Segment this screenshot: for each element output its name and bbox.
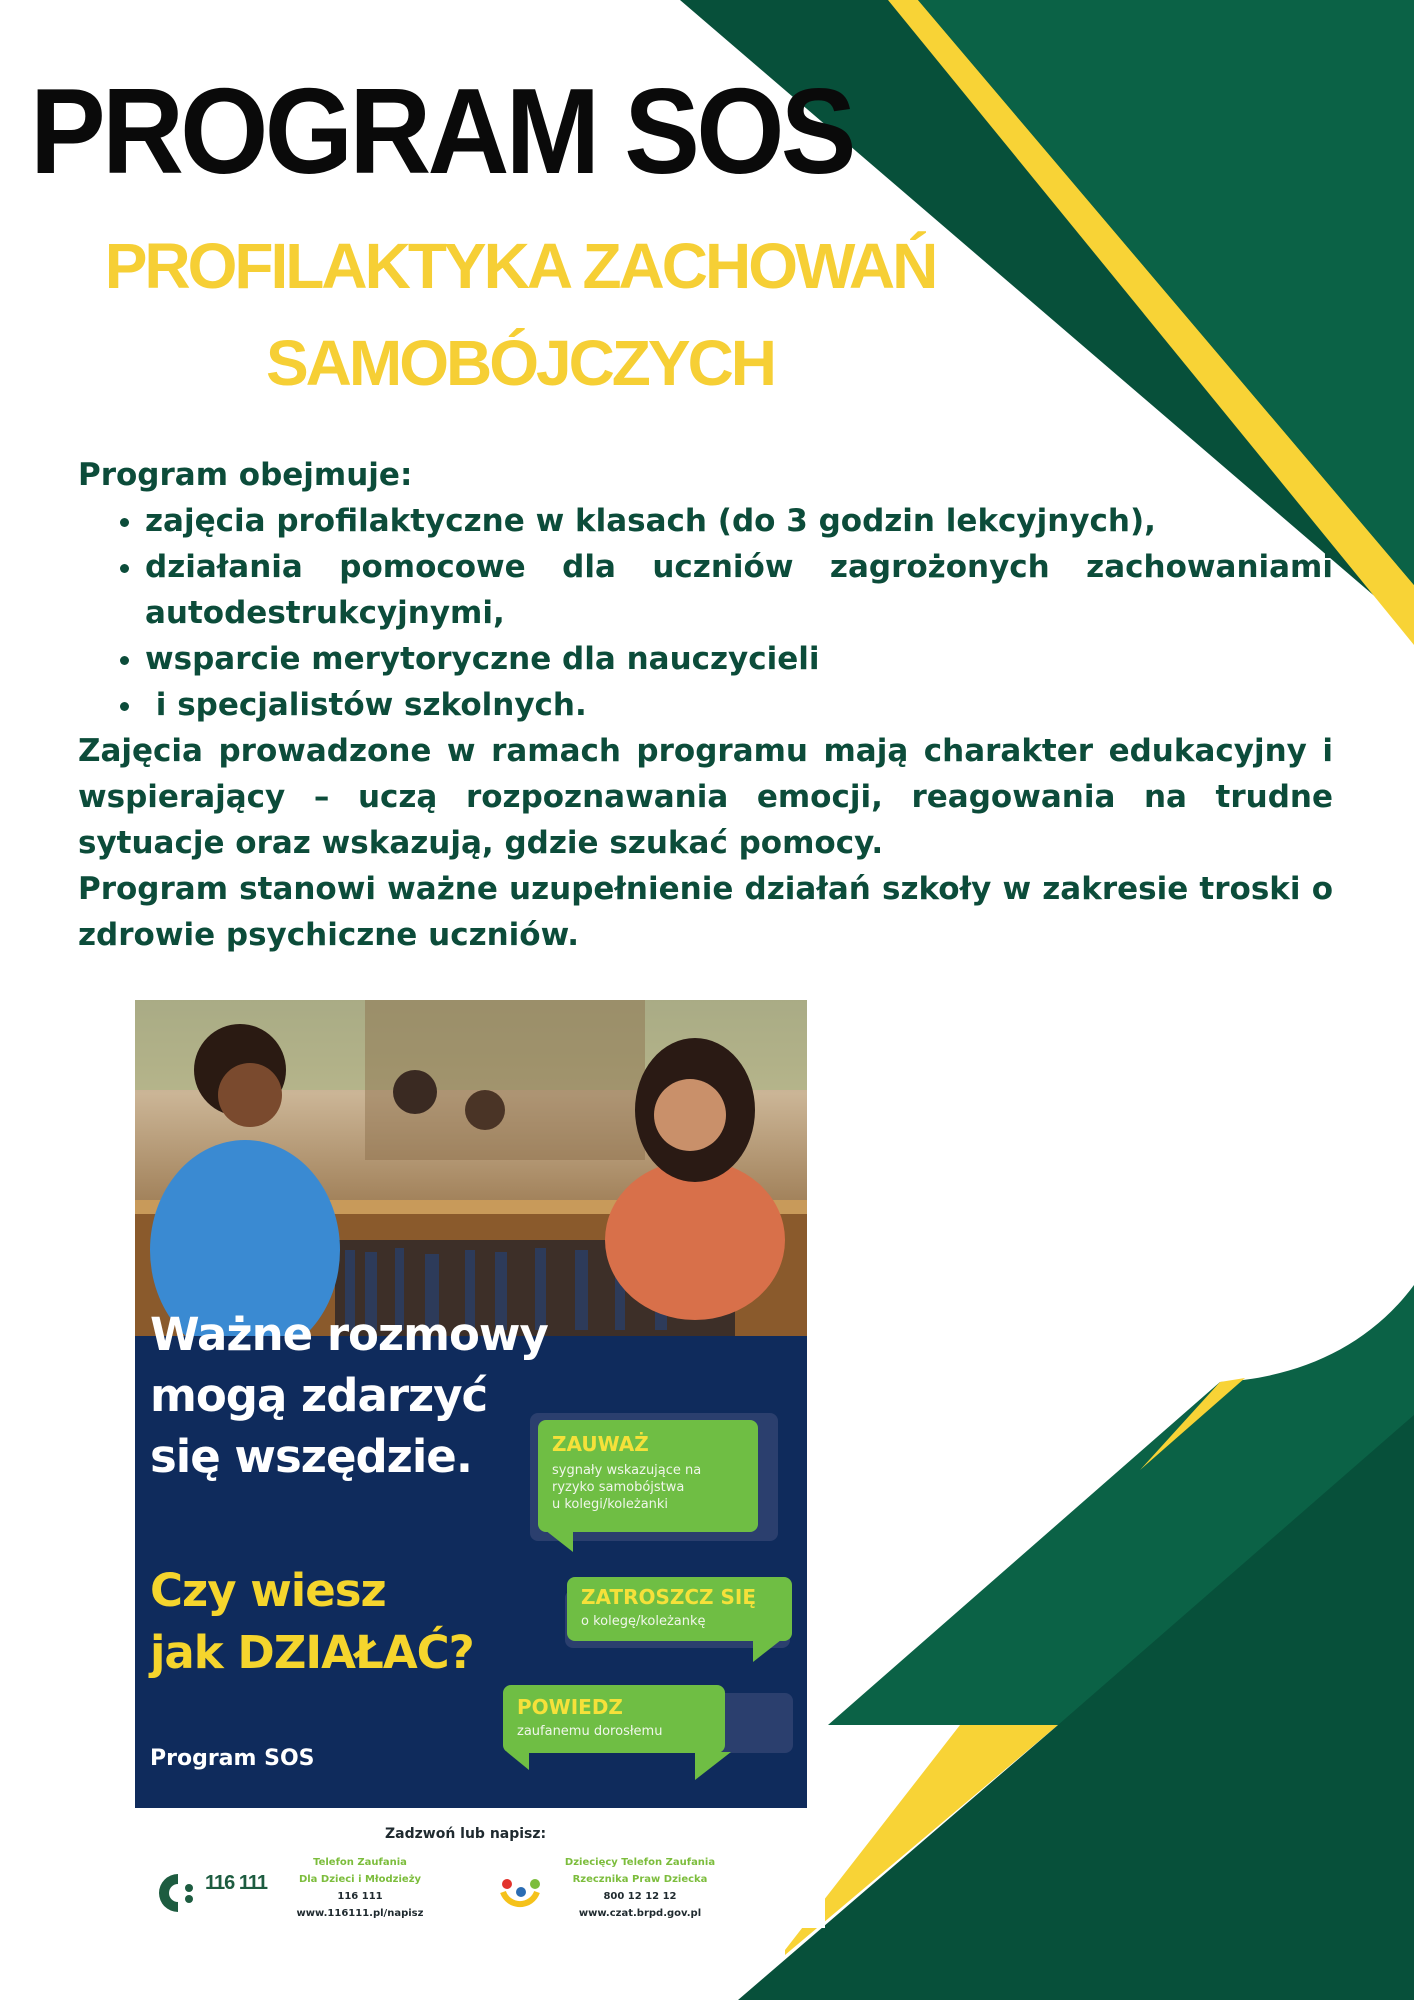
bubble-tail — [545, 1530, 573, 1552]
sos-poster — [135, 1000, 807, 1808]
bubble-text: o kolegę/koleżankę — [581, 1614, 706, 1629]
helpline-owner: Rzecznika Praw Dziecka — [572, 1874, 708, 1885]
subtitle-line-2: SAMOBÓJCZYCH — [265, 327, 775, 399]
headline-line-3: się wszędzie. — [150, 1430, 472, 1483]
contact-section — [135, 1808, 825, 1928]
helpline-name: Telefon Zaufania — [313, 1857, 407, 1868]
subtitle-line-1: PROFILAKTYKA ZACHOWAŃ — [104, 230, 936, 302]
bubble-tail — [695, 1752, 731, 1780]
poster-program-label: Program SOS — [150, 1746, 315, 1771]
program-items-list — [78, 498, 1333, 728]
headline-line-1: Ważne rozmowy — [150, 1308, 548, 1361]
helpline-url[interactable]: www.czat.brpd.gov.pl — [578, 1908, 702, 1919]
headline-line-2: mogą zdarzyć — [150, 1369, 488, 1422]
list-item: • działania pomocowe dla uczniów zagrożonych zachowaniami autodestrukcyjnymi, — [145, 544, 1333, 636]
speech-bubble-care — [567, 1577, 792, 1641]
helpline-url[interactable]: www.116111.pl/napisz — [296, 1908, 424, 1919]
helpline-name: Dziecięcy Telefon Zaufania — [564, 1857, 716, 1868]
program-intro: Program obejmuje: — [78, 457, 413, 493]
helpline-116111-logo-icon — [155, 1870, 201, 1916]
poster-photo — [135, 1000, 807, 1336]
question-line-2: jak DZIAŁAĆ? — [150, 1626, 474, 1679]
poster-headline — [150, 1304, 548, 1487]
list-item: • wsparcie merytoryczne dla nauczycieli — [145, 636, 1333, 682]
speech-bubble-tell — [503, 1685, 725, 1753]
bubble-text-line: sygnały wskazujące na — [552, 1463, 702, 1478]
bubble-title: ZAUWAŻ — [552, 1432, 649, 1456]
classroom-illustration — [135, 1000, 807, 1336]
bubble-text: zaufanemu dorosłemu — [517, 1724, 663, 1739]
bubble-title: ZATROSZCZ SIĘ — [581, 1585, 757, 1609]
bubble-text — [538, 1456, 758, 1513]
poster-question — [150, 1560, 474, 1684]
page-title: PROGRAM SOS — [30, 63, 853, 199]
bubble-text-line: u kolegi/koleżanki — [552, 1497, 669, 1512]
helpline-left-info — [285, 1854, 435, 1922]
bubble-tail — [507, 1752, 529, 1770]
page-subtitle — [40, 218, 1000, 412]
paragraph-importance: Program stanowi ważne uzupełnienie działań szkoły w zakresie troski o zdrowie psychiczne uczniów. — [78, 871, 1333, 953]
speech-bubble-notice — [538, 1420, 758, 1532]
paragraph-classes: Zajęcia prowadzone w ramach programu mają charakter edukacyjny i wspierający – uczą rozpoznawania emocji, reagowania na trudne sytuacje oraz wskazują, gdzie szukać pomocy. — [78, 733, 1333, 861]
list-item: • zajęcia profilaktyczne w klasach (do 3 godzin lekcyjnych), — [145, 498, 1333, 544]
program-description — [78, 452, 1333, 958]
bubble-title: POWIEDZ — [517, 1695, 623, 1719]
helpline-right-info — [545, 1854, 735, 1922]
helpline-phone: 800 12 12 12 — [603, 1891, 677, 1902]
bubble-tail — [753, 1640, 781, 1662]
question-line-1: Czy wiesz — [150, 1564, 386, 1617]
helpline-phone: 116 111 — [337, 1891, 383, 1902]
contact-heading: Zadzwoń lub napisz: — [385, 1826, 547, 1842]
bubble-text-line: ryzyko samobójstwa — [552, 1480, 685, 1495]
childrens-helpline-logo-icon — [497, 1878, 549, 1918]
helpline-audience: Dla Dzieci i Młodzieży — [298, 1874, 422, 1885]
helpline-number-logo: 116 111 — [205, 1872, 267, 1894]
list-item: • i specjalistów szkolnych. — [145, 682, 1333, 728]
